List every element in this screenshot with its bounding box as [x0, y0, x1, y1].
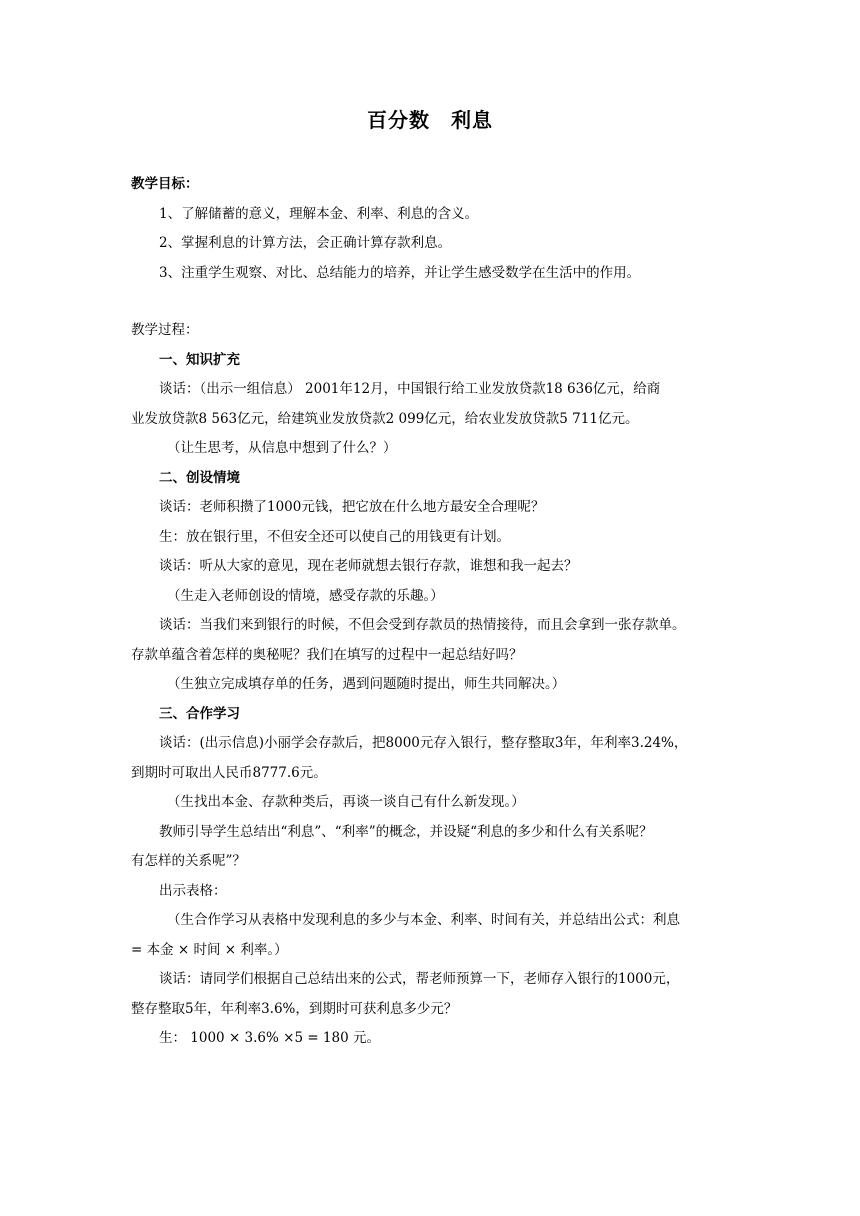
- section-2-paragraph-3: 谈话：听从大家的意见，现在老师就想去银行存款，谁想和我一起去？: [159, 558, 578, 574]
- section-3-paragraph-7: 生： 1000 × 3.6% ×5 = 180 元。: [159, 1030, 380, 1046]
- section-3-paragraph-1-line-1: 谈话：(出示信息)小丽学会存款后，把8000元存入银行，整存整取3年，年利率3.24%，: [159, 735, 688, 751]
- section-3-paragraph-3-line-2: 有怎样的关系呢”？: [131, 853, 246, 869]
- objective-item-2: 2、掌握利息的计算方法，会正确计算存款利息。: [159, 235, 452, 251]
- section-2-paragraph-1: 谈话：老师积攒了1000元钱，把它放在什么地方最安全合理呢？: [159, 499, 545, 515]
- section-2-paragraph-5-line-1: 谈话：当我们来到银行的时候，不但会受到存款员的热情接待，而且会拿到一张存款单。: [159, 617, 686, 633]
- process-heading: 教学过程：: [131, 322, 199, 338]
- objectives-heading: 教学目标：: [131, 176, 199, 192]
- section-3-paragraph-1-line-2: 到期时可取出人民币8777.6元。: [131, 764, 327, 781]
- document-body: [131, 170, 731, 1054]
- section-2-paragraph-6: （生独立完成填存单的任务，遇到问题随时提出，师生共同解决。）: [167, 676, 566, 692]
- section-3-paragraph-4: 出示表格：: [159, 882, 227, 899]
- objective-item-1: 1、了解储蓄的意义，理解本金、利率、利息的含义。: [159, 205, 479, 222]
- section-1-paragraph-1-line-2: 业发放贷款8 563亿元，给建筑业发放贷款2 099亿元，给农业发放贷款5 711亿元。: [131, 410, 639, 427]
- section-3-paragraph-3-line-1: 教师引导学生总结出“利息”、“利率”的概念，并设疑“利息的多少和什么有关系呢？: [159, 823, 653, 840]
- section-3-paragraph-2: （生找出本金、存款种类后，再谈一谈自己有什么新发现。）: [167, 794, 525, 810]
- section-1-paragraph-1-line-1: 谈话：（出示一组信息） 2001年12月，中国银行给工业发放贷款18 636亿元，给商: [159, 381, 661, 397]
- section-2-paragraph-2: 生：放在银行里，不但安全还可以使自己的用钱更有计划。: [159, 528, 510, 545]
- section-2-heading: 二、创设情境: [159, 469, 240, 486]
- section-3-paragraph-6-line-2: 整存整取5年，年利率3.6%，到期时可获利息多少元？: [131, 1000, 458, 1017]
- section-1-paragraph-2: （让生思考，从信息中想到了什么？）: [167, 440, 397, 456]
- section-gap: [131, 288, 731, 316]
- section-3-paragraph-5-line-2: = 本金 × 时间 × 利率。）: [131, 941, 288, 958]
- page-title: 百分数 利息: [367, 108, 493, 132]
- section-3-heading: 三、合作学习: [159, 705, 240, 722]
- section-3-paragraph-6-line-1: 谈话：请同学们根据自己总结出来的公式，帮老师预算一下，老师存入银行的1000元，: [159, 971, 680, 987]
- section-1-heading: 一、知识扩充: [159, 351, 240, 368]
- section-3-paragraph-5-line-1: （生合作学习从表格中发现利息的多少与本金、利率、时间有关，并总结出公式：利息: [167, 912, 680, 928]
- section-2-paragraph-5-line-2: 存款单蕴含着怎样的奥秘呢？我们在填写的过程中一起总结好吗？: [131, 646, 523, 663]
- objective-item-3: 3、注重学生观察、对比、总结能力的培养，并让学生感受数学在生活中的作用。: [159, 264, 641, 281]
- section-2-paragraph-4: （生走入老师创设的情境，感受存款的乐趣。）: [167, 587, 444, 604]
